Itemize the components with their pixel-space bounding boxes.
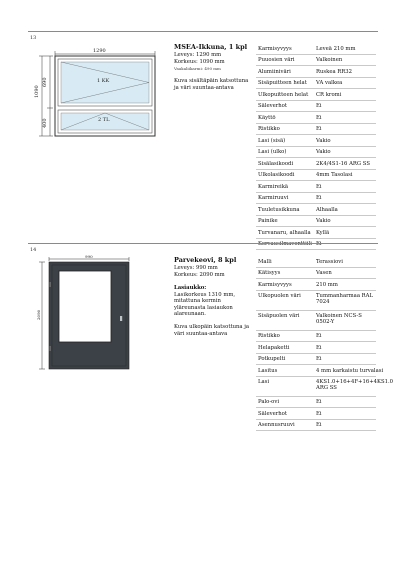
spec-row — [256, 311, 376, 331]
spec-row — [256, 331, 376, 343]
section-divider — [28, 31, 378, 32]
spec-key: Sisäpuitteen helat — [258, 80, 307, 86]
spec-row — [256, 204, 376, 216]
spec-value: Ruskea RR32 — [316, 68, 353, 75]
spec-table — [256, 43, 376, 250]
glass-line: mitattuna kermin — [174, 298, 221, 304]
spec-key: Ristikko — [258, 333, 280, 339]
spec-value: Terassiovi — [316, 258, 343, 265]
spec-value: Kyllä — [316, 229, 330, 236]
spec-key: Lasi (ulko) — [258, 149, 287, 155]
spec-value: Tummanharmaa RAL 7024 — [316, 293, 374, 306]
vent-note: Vaakaliikarmi: 490 mm — [174, 66, 221, 71]
spec-key: Asennusruuvi — [258, 422, 295, 428]
spec-row — [256, 112, 376, 124]
spec-key: Ulkopuitteen helat — [258, 91, 309, 98]
spec-value: 210 mm — [316, 281, 338, 288]
spec-value: Vakio — [316, 218, 331, 224]
note-line: Kuva ulkopäin katsottuna ja — [174, 324, 250, 330]
spec-value: Ei — [316, 103, 322, 109]
spec-value: Ei — [316, 114, 322, 121]
spec-key: Ristikko — [258, 126, 280, 132]
spec-value: Vasen — [316, 270, 332, 276]
glass-heading: Lasiaukko: — [174, 285, 207, 291]
spec-value: Ei — [316, 344, 322, 351]
spec-row — [256, 291, 376, 311]
spec-key: Puuosien väri — [258, 57, 295, 63]
spec-key: Alumiiniväri — [258, 68, 291, 75]
spec-row — [256, 239, 376, 251]
glass-line: alareunaan. — [174, 311, 206, 317]
spec-key: Sisälasikoodi — [258, 160, 294, 167]
spec-row — [256, 170, 376, 182]
height-dimension-label: 2090 — [36, 309, 41, 320]
item-title: Parvekeovi, 8 kpl — [174, 256, 237, 264]
spec-row — [256, 124, 376, 136]
spec-value: 4 mm karkaistu turvalasi — [316, 367, 384, 374]
spec-row — [256, 89, 376, 101]
spec-value: Vakio — [316, 137, 331, 144]
lower-pane-label: 2 TL — [98, 117, 110, 123]
spec-row — [256, 147, 376, 159]
spec-row — [256, 135, 376, 147]
spec-key: Kätisyys — [258, 270, 281, 276]
spec-row — [256, 354, 376, 366]
spec-key: Lasi (sisä) — [258, 137, 286, 144]
item-width: Leveys: 1290 mm — [174, 52, 222, 58]
spec-value: Alhaalla — [316, 206, 338, 213]
spec-row — [256, 420, 376, 432]
spec-table — [256, 256, 394, 431]
spec-key: Karmiruuvi — [258, 195, 289, 201]
spec-key: Käyttö — [258, 114, 276, 121]
spec-key: Palo-ovi — [258, 399, 280, 405]
spec-row — [256, 397, 376, 409]
width-dimension-label: 1290 — [93, 48, 106, 54]
spec-key: Lasi — [258, 379, 270, 385]
spec-value: Ei — [316, 356, 322, 362]
spec-row — [256, 181, 376, 193]
spec-key: Karmireikä — [258, 183, 289, 190]
spec-value: Ei — [316, 126, 322, 132]
spec-row — [256, 227, 376, 239]
item-number: 14 — [30, 247, 37, 253]
window-drawing — [28, 44, 168, 144]
spec-row — [256, 78, 376, 90]
spec-row — [256, 342, 376, 354]
spec-value: 4mm Tasolasi — [316, 172, 353, 178]
height-dimension-label: 1090 — [34, 85, 40, 98]
spec-value: Valkoinen — [316, 57, 343, 63]
item-width: Leveys: 990 mm — [174, 265, 218, 271]
spec-value: 4KS1.0+16+4F+16+4KS1.0 ARG SS — [316, 379, 394, 392]
note-line: Kuva sisältäpäin katsottuna — [174, 78, 249, 84]
spec-row — [256, 66, 376, 78]
spec-key: Karmisyvyys — [258, 281, 292, 288]
upper-pane-label: 1 KK — [97, 78, 110, 84]
spec-row — [256, 279, 376, 291]
spec-key: Malli — [258, 258, 272, 265]
spec-row — [256, 365, 384, 377]
spec-row — [256, 55, 376, 67]
spec-key: Säleverhot — [258, 410, 288, 417]
spec-value: Ei — [316, 422, 322, 428]
spec-value: Ei — [316, 183, 322, 190]
spec-key: Karmisyvyys — [258, 45, 292, 52]
spec-key: Säleverhot — [258, 103, 288, 109]
spec-key: Sisäpuolen väri — [258, 313, 300, 319]
spec-key: Painike — [258, 218, 278, 224]
note-line: väri suuntaa-antava — [174, 330, 228, 337]
spec-key: Korvausilmaventtiili — [258, 241, 312, 247]
spec-row — [256, 101, 376, 113]
spec-row — [256, 377, 394, 397]
spec-value: Valkoinen NCS-S 0502-Y — [316, 313, 362, 326]
spec-key: Tuuletusikkuna — [258, 206, 300, 213]
item-title: MSEA-Ikkuna, 1 kpl — [174, 43, 248, 51]
spec-key: Ulkolasikoodi — [258, 172, 295, 178]
width-dimension-label: 990 — [85, 254, 93, 259]
spec-row — [256, 268, 376, 280]
spec-value: Ei — [316, 333, 322, 339]
spec-value: 2K4/4S1-16 ARG SS — [316, 160, 370, 167]
spec-key: Potkupelti — [258, 356, 286, 362]
spec-row — [256, 158, 376, 170]
spec-row — [256, 408, 376, 420]
spec-key: Lasitus — [258, 367, 278, 374]
item-height: Korkeus: 2090 mm — [174, 271, 225, 278]
door-drawing — [28, 254, 138, 374]
spec-row — [256, 216, 376, 228]
spec-value: Ei — [316, 241, 322, 247]
spec-value: Ei — [316, 195, 322, 201]
glass-line: yläreunasta lasiaukon — [174, 304, 233, 311]
glass-line: Lasikorkeus 1310 mm, — [174, 291, 236, 298]
spec-key: Ulkopuolen väri — [258, 293, 301, 299]
upper-height-label: 690 — [42, 77, 48, 87]
spec-value: CR kromi — [316, 91, 342, 98]
spec-value: Leveä 210 mm — [316, 45, 356, 52]
spec-value: Ei — [316, 399, 322, 405]
item-height: Korkeus: 1090 mm — [174, 58, 225, 65]
spec-value: Vakio — [316, 149, 331, 155]
spec-key: Helapaketti — [258, 344, 290, 351]
section-divider — [28, 243, 378, 244]
note-line: ja väri suuntaa-antava — [174, 84, 234, 91]
spec-row — [256, 193, 376, 205]
item-number: 13 — [30, 35, 37, 41]
spec-row — [256, 43, 376, 55]
spec-value: Ei — [316, 410, 322, 417]
spec-key: Turvanaru, alhaalla — [258, 229, 311, 236]
lower-height-label: 400 — [42, 118, 48, 128]
spec-value: VA valkea — [316, 80, 343, 86]
spec-row — [256, 256, 376, 268]
